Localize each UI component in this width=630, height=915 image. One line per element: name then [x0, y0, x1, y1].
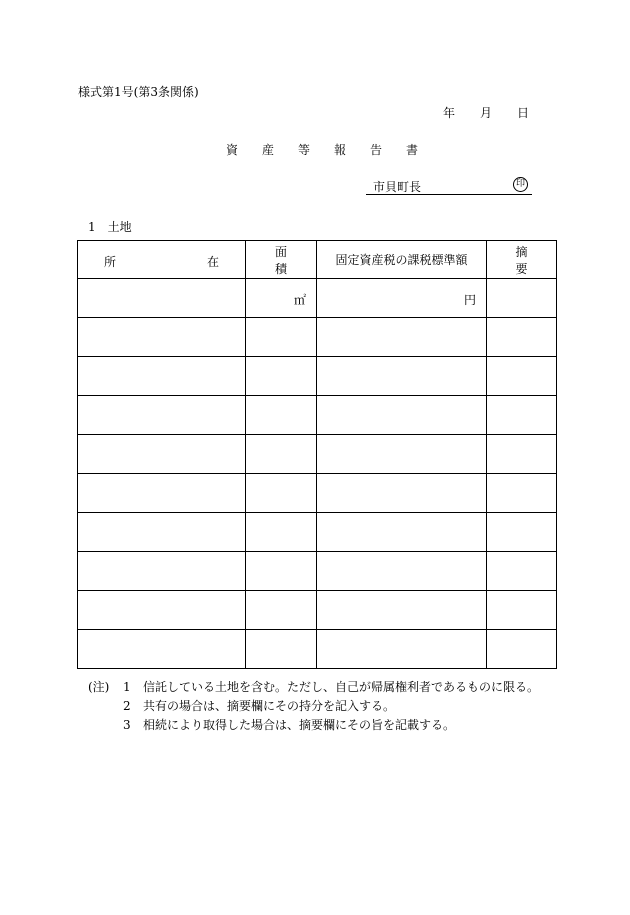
- notes-label: (注): [88, 680, 110, 694]
- remarks-cell[interactable]: [487, 396, 557, 435]
- table-header-row: [78, 241, 557, 279]
- area-cell[interactable]: [246, 396, 317, 435]
- location-cell[interactable]: [78, 357, 246, 396]
- area-cell[interactable]: [246, 279, 317, 318]
- area-cell[interactable]: [246, 474, 317, 513]
- section-number: 1: [88, 220, 96, 234]
- tax-base-cell[interactable]: [317, 279, 487, 318]
- remarks-cell[interactable]: [487, 513, 557, 552]
- notes: [88, 678, 548, 735]
- note-text: 共有の場合は、摘要欄にその持分を記入する。: [143, 699, 396, 713]
- tax-base-cell[interactable]: [317, 357, 487, 396]
- header-location-left: 所: [104, 255, 117, 269]
- section-label: 土地: [107, 220, 132, 234]
- tax-base-cell[interactable]: [317, 552, 487, 591]
- header-location: [78, 241, 246, 279]
- land-table: [77, 240, 557, 669]
- table-row: [78, 435, 557, 474]
- area-cell[interactable]: [246, 630, 317, 669]
- tax-base-cell[interactable]: [317, 630, 487, 669]
- table-row: [78, 357, 557, 396]
- location-cell[interactable]: [78, 435, 246, 474]
- note-text: 信託している土地を含む。ただし、自己が帰属権利者であるものに限る。: [143, 680, 540, 694]
- table-row: [78, 396, 557, 435]
- area-cell[interactable]: [246, 552, 317, 591]
- location-cell[interactable]: [78, 318, 246, 357]
- table-row: [78, 630, 557, 669]
- location-cell[interactable]: [78, 591, 246, 630]
- note-number: 2: [123, 699, 131, 713]
- table-row: [78, 279, 557, 318]
- remarks-cell[interactable]: [487, 279, 557, 318]
- remarks-cell[interactable]: [487, 552, 557, 591]
- location-cell[interactable]: [78, 474, 246, 513]
- seal-mark: 印: [513, 177, 528, 192]
- header-remarks: 摘要: [487, 241, 557, 279]
- tax-base-cell[interactable]: [317, 591, 487, 630]
- remarks-cell[interactable]: [487, 435, 557, 474]
- addressee-name: 市貝町長: [373, 180, 422, 194]
- note-item: [88, 697, 548, 716]
- remarks-cell[interactable]: [487, 474, 557, 513]
- location-cell[interactable]: [78, 630, 246, 669]
- table-row: [78, 318, 557, 357]
- remarks-cell[interactable]: [487, 318, 557, 357]
- area-cell[interactable]: [246, 435, 317, 474]
- area-cell[interactable]: [246, 591, 317, 630]
- area-cell[interactable]: [246, 357, 317, 396]
- date-day-label: 日: [517, 106, 530, 120]
- note-text: 相続により取得した場合は、摘要欄にその旨を記載する。: [143, 718, 456, 732]
- document-title: 資 産 等 報 告 書: [226, 143, 419, 157]
- location-cell[interactable]: [78, 396, 246, 435]
- date-year-label: 年: [443, 106, 456, 120]
- area-cell[interactable]: [246, 513, 317, 552]
- section-title: [88, 218, 132, 235]
- note-item: [88, 716, 548, 735]
- note-number: 1: [123, 680, 131, 694]
- form-number: 様式第1号(第3条関係): [78, 85, 199, 99]
- area-cell[interactable]: [246, 318, 317, 357]
- remarks-cell[interactable]: [487, 630, 557, 669]
- header-location-right: 在: [207, 255, 220, 269]
- area-unit: ㎡: [293, 293, 306, 307]
- remarks-cell[interactable]: [487, 357, 557, 396]
- tax-base-cell[interactable]: [317, 396, 487, 435]
- table-row: [78, 474, 557, 513]
- date-line: [443, 104, 529, 121]
- tax-base-cell[interactable]: [317, 318, 487, 357]
- tax-base-cell[interactable]: [317, 474, 487, 513]
- table-row: [78, 591, 557, 630]
- location-cell[interactable]: [78, 552, 246, 591]
- location-cell[interactable]: [78, 513, 246, 552]
- table-row: [78, 513, 557, 552]
- table-row: [78, 552, 557, 591]
- tax-base-unit: 円: [463, 293, 476, 307]
- header-area: 面積: [246, 241, 317, 279]
- addressee-line: [366, 176, 532, 195]
- remarks-cell[interactable]: [487, 591, 557, 630]
- tax-base-cell[interactable]: [317, 435, 487, 474]
- header-tax-base: 固定資産税の課税標準額: [317, 241, 487, 279]
- location-cell[interactable]: [78, 279, 246, 318]
- date-month-label: 月: [480, 106, 493, 120]
- note-number: 3: [123, 718, 131, 732]
- tax-base-cell[interactable]: [317, 513, 487, 552]
- note-item: [88, 678, 548, 697]
